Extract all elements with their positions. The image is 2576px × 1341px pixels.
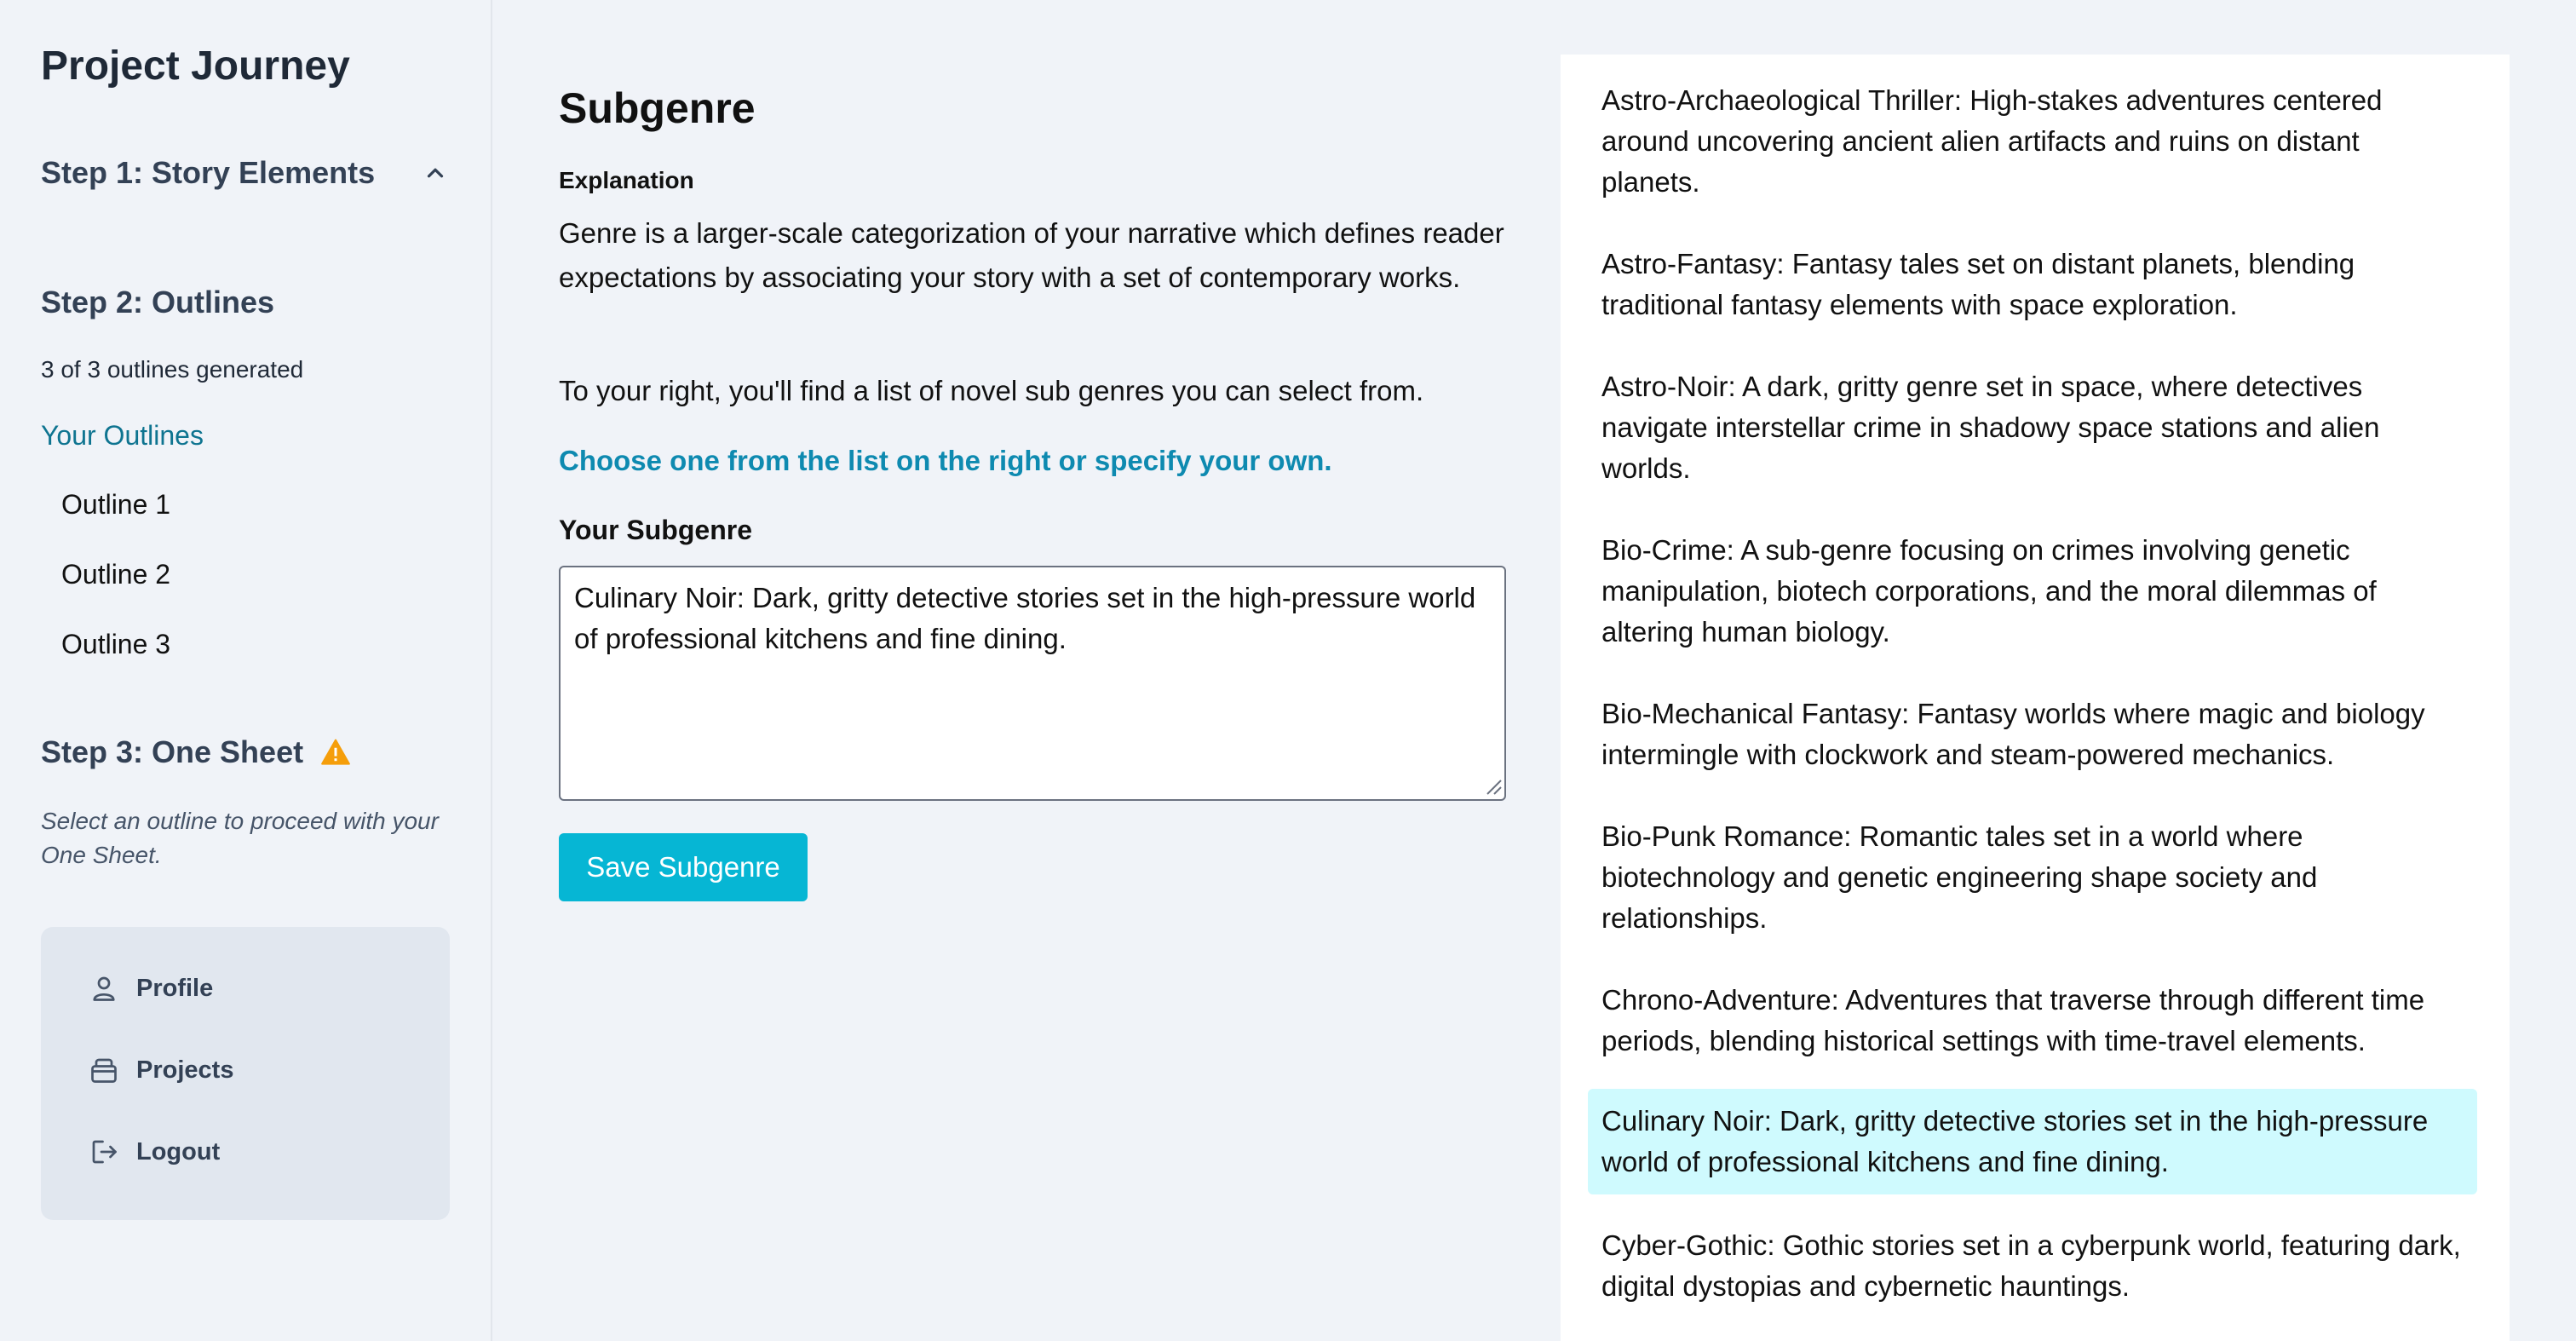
subgenre-option[interactable]: Astro-Noir: A dark, gritty genre set in space, where detectives navigate interstellar crime in shadowy space stations and alien worlds. <box>1601 371 2380 484</box>
user-icon <box>89 973 119 1004</box>
outline-link[interactable]: Outline 2 <box>61 559 171 590</box>
profile-label: Profile <box>136 974 214 1002</box>
subgenre-list <box>1561 55 2510 1341</box>
subgenre-option[interactable]: Astro-Archaeological Thriller: High-stakes adventures centered around uncovering ancient alien artifacts and ruins on distant planets. <box>1601 84 2383 198</box>
outline-link[interactable]: Outline 3 <box>61 629 171 659</box>
step3-title: Step 3: One Sheet <box>41 734 304 769</box>
explanation-label: Explanation <box>559 167 694 193</box>
chevron-up-icon <box>423 160 448 186</box>
subgenre-option[interactable]: Chrono-Adventure: Adventures that traverse through different time periods, blending historical settings with time-travel elements. <box>1601 984 2425 1056</box>
subgenre-option[interactable]: Bio-Mechanical Fantasy: Fantasy worlds where magic and biology intermingle with clockwork and steam-powered mechanics. <box>1601 698 2425 770</box>
step1-title: Step 1: Story Elements <box>41 155 376 190</box>
save-subgenre-button[interactable]: Save Subgenre <box>559 833 808 901</box>
profile-link[interactable] <box>89 973 213 1004</box>
logout-icon <box>89 1137 119 1167</box>
subgenre-label: Your Subgenre <box>559 515 752 545</box>
projects-label: Projects <box>136 1056 234 1084</box>
subgenre-option-selected[interactable]: Culinary Noir: Dark, gritty detective stories set in the high-pressure world of professional kitchens and fine dining. <box>1588 1089 2477 1194</box>
subgenre-option[interactable]: Bio-Punk Romance: Romantic tales set in a world where biotechnology and genetic engineering shape society and relationships. <box>1601 820 2318 934</box>
account-menu <box>41 927 450 1220</box>
subgenre-option[interactable]: Astro-Fantasy: Fantasy tales set on distant planets, blending traditional fantasy elements with space exploration. <box>1601 248 2355 320</box>
step3-note: Select an outline to proceed with your One Sheet. <box>41 808 439 868</box>
step1-toggle[interactable] <box>41 155 448 191</box>
page-title: Subgenre <box>559 84 756 132</box>
your-outlines-link[interactable]: Your Outlines <box>41 420 204 451</box>
subgenre-input[interactable] <box>559 566 1506 801</box>
briefcase-icon <box>89 1055 119 1085</box>
step3-header <box>41 734 351 770</box>
sidebar <box>0 0 492 1341</box>
resize-handle-icon[interactable] <box>1484 777 1503 796</box>
hint-text: To your right, you'll find a list of novel sub genres you can select from. <box>559 375 1424 406</box>
explanation-text: Genre is a larger-scale categorization of your narrative which defines reader expectations by associating your story with a set of contemporary works. <box>559 217 1504 293</box>
projects-link[interactable] <box>89 1055 233 1085</box>
choose-instruction: Choose one from the list on the right or specify your own. <box>559 445 1332 476</box>
step2-title: Step 2: Outlines <box>41 285 275 319</box>
warning-icon <box>320 737 351 768</box>
outline-link[interactable]: Outline 1 <box>61 489 171 520</box>
subgenre-option[interactable]: Bio-Crime: A sub-genre focusing on crimes involving genetic manipulation, biotech corporations, and the moral dilemmas of altering human biology. <box>1601 534 2377 647</box>
subgenre-option[interactable]: Cyber-Gothic: Gothic stories set in a cyberpunk world, featuring dark, digital dystopias and cybernetic hauntings. <box>1601 1229 2461 1302</box>
outline-count: 3 of 3 outlines generated <box>41 356 304 383</box>
app-title: Project Journey <box>41 43 350 89</box>
logout-label: Logout <box>136 1137 221 1165</box>
logout-link[interactable] <box>89 1137 220 1167</box>
